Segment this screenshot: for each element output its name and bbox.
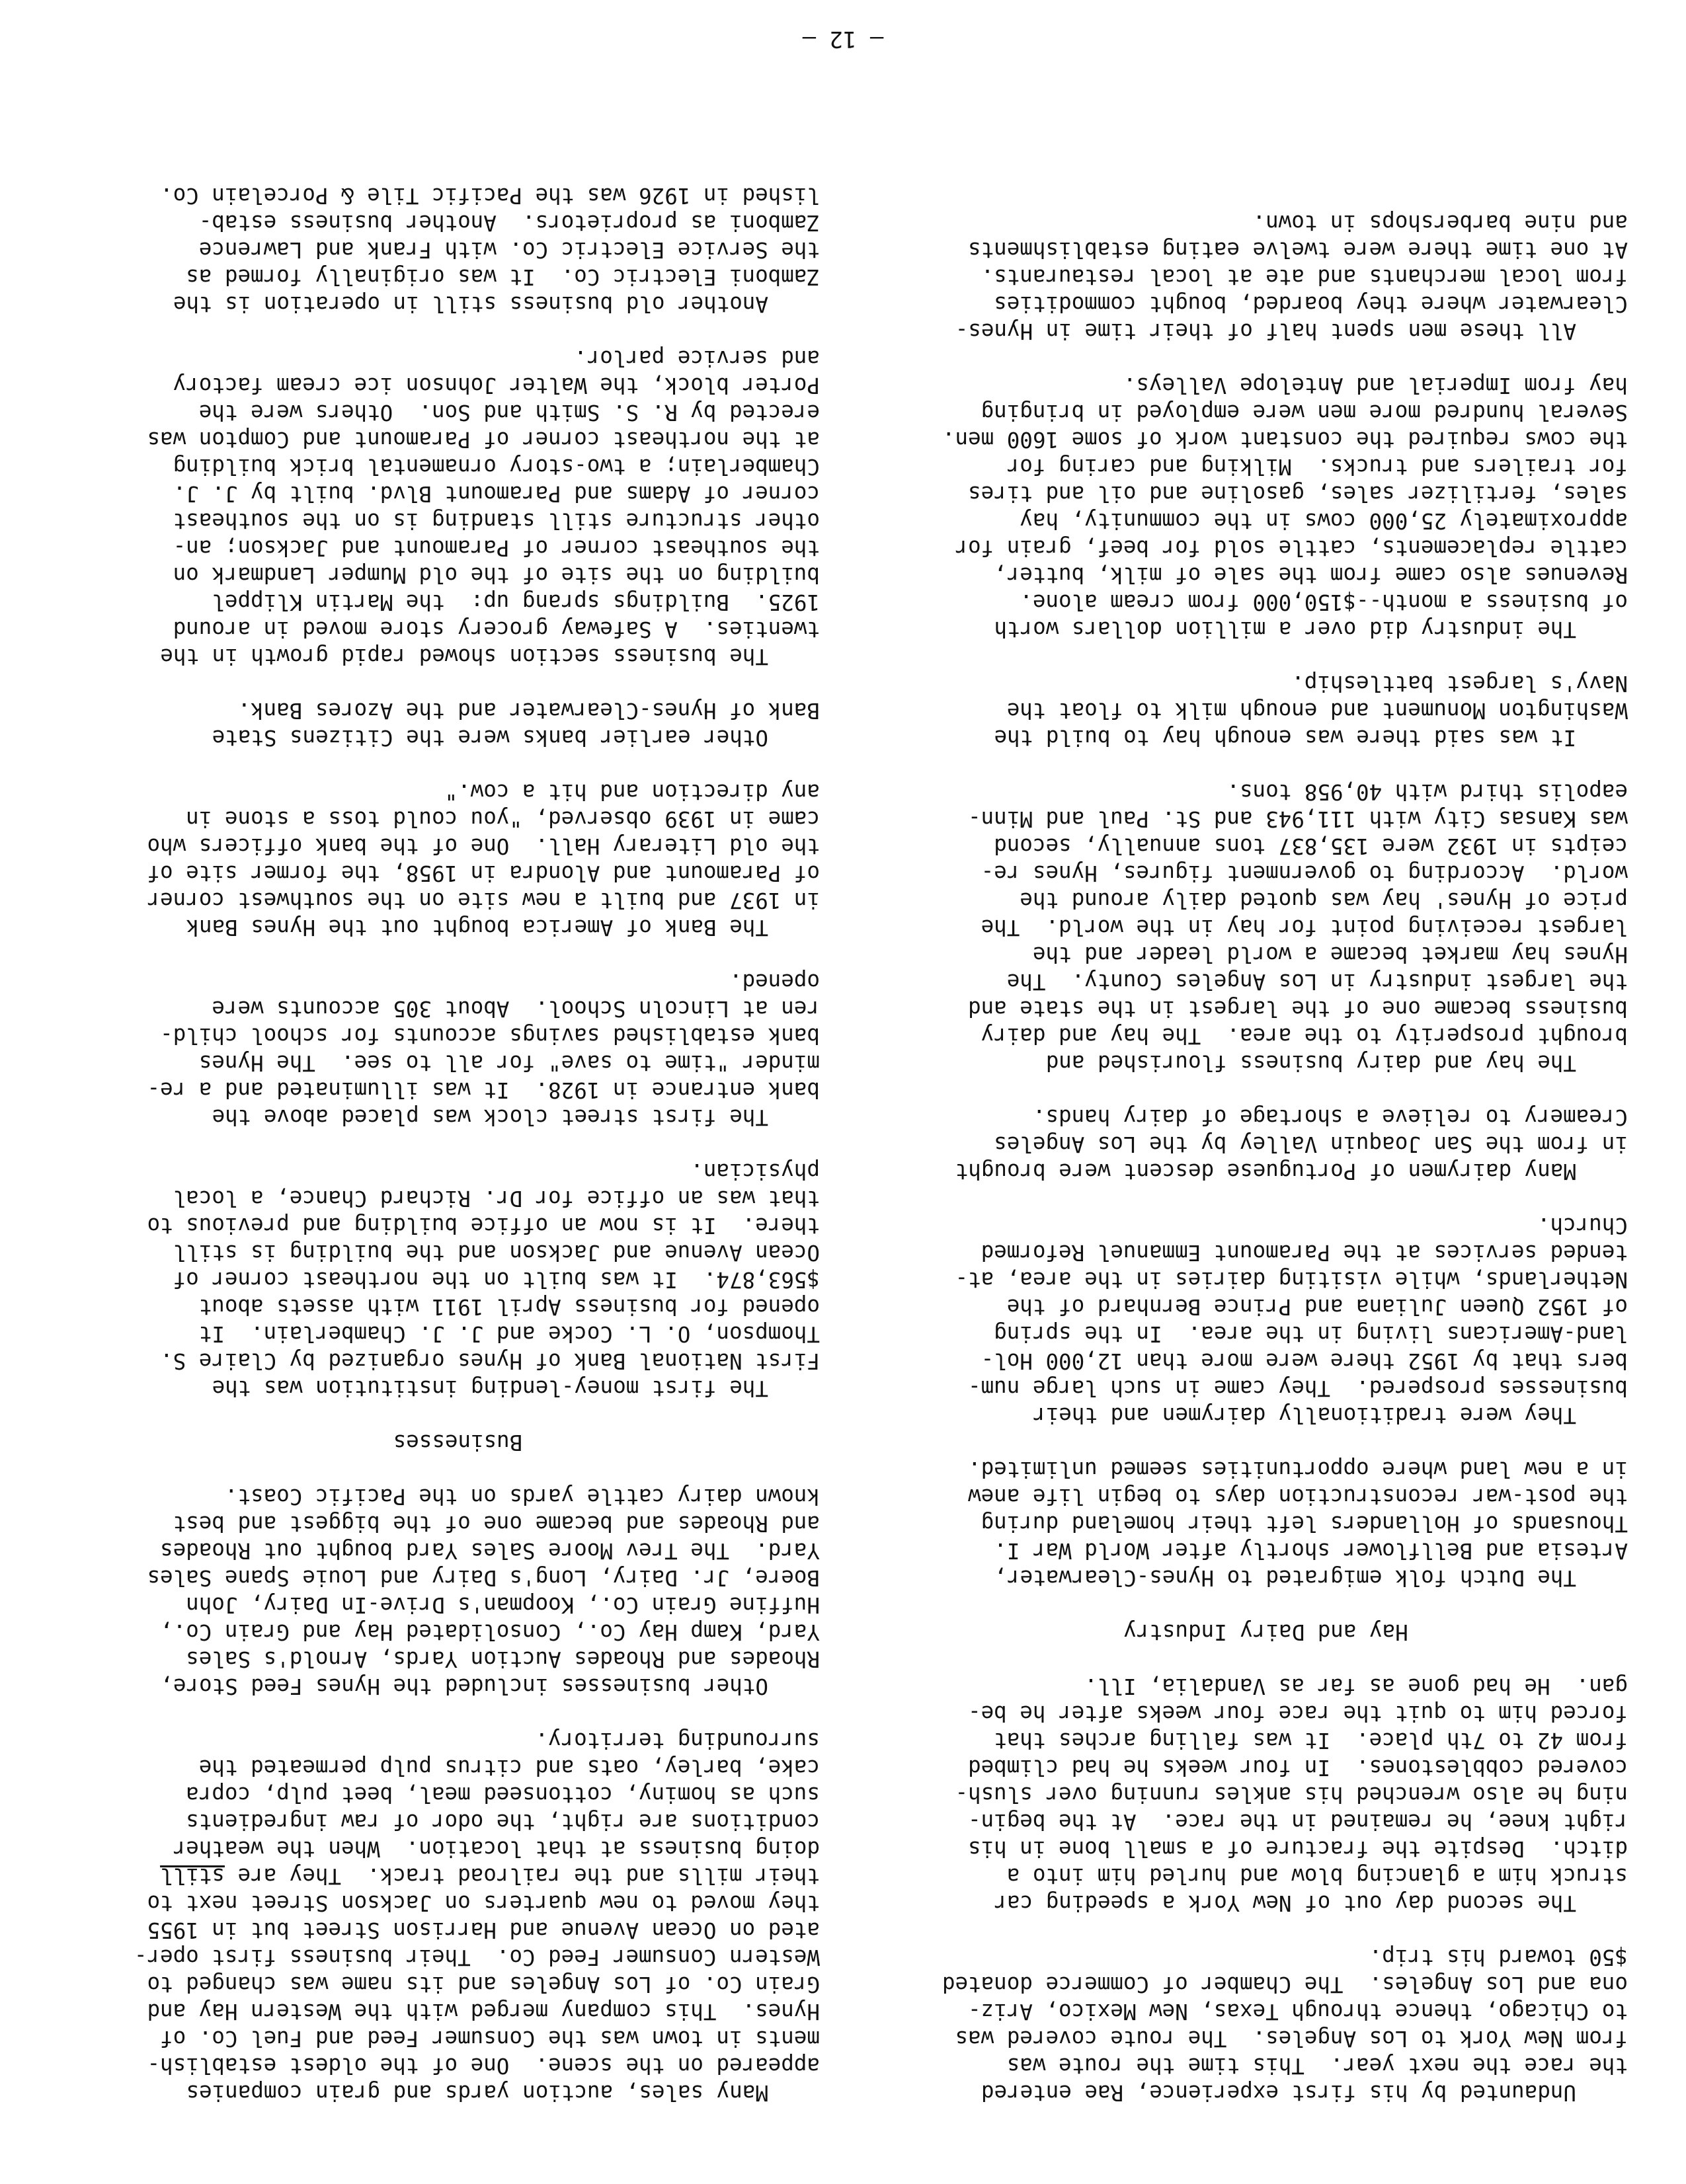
text-line: forced him to quit the race four weeks after he be- (968, 1701, 1628, 1726)
paragraph (904, 209, 1628, 344)
text-line: physician. (690, 1159, 820, 1184)
text-line: cattle replacements, cattle sold for beef, grain for (955, 535, 1628, 561)
text-line: erected by R. S. Smith and Son. Others were the (198, 400, 820, 425)
text-line: business became one of the largest in the state and (968, 996, 1628, 1021)
text-line: of Paramount and Alondra in 1958, the former site of (147, 861, 820, 886)
text-line: such as hominy, cottonseed meal, beet pulp, copra (186, 1782, 820, 1807)
right-column (96, 155, 820, 2106)
text-line: to Chicago, thence through Texas, New Mexico, Ariz- (968, 1999, 1628, 2024)
text-line: hay from Imperial and Antelope Valleys. (1123, 373, 1628, 398)
text-line: world. According to government figures, Hynes re- (981, 861, 1628, 886)
text-line: corner of Adams and Paramount Blvd. built by J. J. (173, 481, 820, 506)
text-line: Porter block, the Walter Johnson ice cream factory (173, 373, 820, 398)
text-line: Other earlier banks were the Citizens State (212, 725, 768, 750)
text-line: ceipts in 1932 were 135,837 tons annually, second (994, 834, 1628, 859)
text-line: covered cobblestones. In four weeks he had climbed (968, 1755, 1628, 1780)
right-paragraph-group (96, 182, 820, 1401)
text-line: sales, fertilizer sales, gasoline and oil and tires (968, 481, 1628, 506)
text-line: Huffine Grain Co., Koopman's Drive-In Dairy, John (186, 1592, 820, 1618)
text-line: Western Consumer Feed Co. Their business first oper- (134, 1945, 820, 1970)
text-line: Zamboni as proprietors. Another business estab- (198, 210, 820, 235)
text-line: Artesia and Bellflower shortly after World War I. (994, 1538, 1628, 1563)
underlined-word: still (160, 1863, 225, 1889)
text-line: cake, barley, oats and citrus pulp permeated the (198, 1755, 820, 1780)
text-line: the Service Electric Co. with Frank and Lawrence (198, 237, 820, 262)
text-line: businesses prospered. They came in such large num- (968, 1376, 1628, 1401)
text-line: opened. (729, 969, 820, 994)
text-line: the largest industry in Los Angeles County. The (1006, 969, 1628, 994)
left-paragraph-group (904, 1672, 1628, 2106)
text-line: Yard. The Trev Moore Sales Yard bought out Rhoades (160, 1538, 820, 1563)
text-line: brought prosperity to the area. The hay and dairy (981, 1023, 1628, 1048)
text-line: any direction and hit a cow." (444, 779, 820, 804)
text-line: the cows required the constant work of some 1600 men. (942, 427, 1628, 452)
text-line: bank established savings accounts for school child- (160, 1023, 820, 1048)
text-line: of 1952 Queen Juliana and Prince Bernhard of the (1006, 1294, 1628, 1319)
text-line: and Rhoades and became one of the biggest and best (173, 1511, 820, 1536)
text-line: Church. (1537, 1213, 1628, 1238)
text-line: Bank of Hynes-Clearwater and the Azores Bank. (237, 698, 820, 723)
text-line: Undaunted by his first experience, Rae entered (981, 2080, 1576, 2105)
text-line: there. It is now an office building and previous to (147, 1213, 820, 1238)
text-line: the post-war reconstruction days to begin life anew (968, 1484, 1628, 1509)
text-line: bank entrance in 1928. It was illuminated and a re- (147, 1077, 820, 1103)
text-line: the southeast corner of Paramount and Jackson; an- (173, 535, 820, 561)
text-line: Netherlands, while visiting dairies in the area, at- (955, 1267, 1628, 1292)
text-line: Clearwater where they boarded, bought commodities (994, 292, 1628, 317)
text-line: building on the site of the old Mumper Landmark on (173, 563, 820, 588)
text-line: Many sales, auction yards and grain companies (186, 2080, 768, 2105)
text-line: The industry did over a million dollars worth (994, 617, 1576, 642)
text-line: minder "time to save" for all to see. The Hynes (198, 1050, 820, 1075)
text-line: Several hundred more men were employed in bringing (981, 400, 1628, 425)
text-line: All these men spent half of their time in Hynes- (955, 319, 1576, 344)
text-line: Other businesses included the Hynes Feed Store, (160, 1674, 768, 1699)
text-line: Boere, Jr. Dairy, Long's Dairy and Louie Spane Sales (147, 1565, 820, 1590)
text-line: ated on Ocean Avenue and Harrison Street but in 1955 (147, 1918, 820, 1943)
text-line: tended services at the Paramount Emmanuel Reformed (981, 1240, 1628, 1265)
paragraph (904, 1672, 1628, 1916)
text-line: The first street clock was placed above the (212, 1105, 768, 1130)
paragraph (904, 1943, 1628, 2106)
text-line: 1925. Buildings sprang up: the Martin Klippel (212, 590, 820, 615)
text-line: The business section showed rapid growth in the (160, 644, 768, 669)
text-line: They were traditionally dairymen and their (1033, 1403, 1576, 1428)
text-line: of business a month--$150,000 from cream alone. (1020, 590, 1628, 615)
text-line: the race the next year. This time the route was (1006, 2053, 1628, 2078)
text-line: in from the San Joaquin Valley by the Los Angeles (994, 1132, 1628, 1157)
text-line: The Bank of America bought out the Hynes Bank (186, 915, 768, 940)
text-line: $563,874. It was built on the northeast corner of (173, 1267, 820, 1292)
text-line: the old Literary Hall. One of the bank officers who (147, 834, 820, 859)
right-paragraph-group (96, 1483, 820, 2106)
paragraph (96, 968, 820, 1130)
text-line: came in 1939 observed, "you could toss a stone in (186, 806, 820, 832)
paragraph (96, 182, 820, 317)
text-line: ments in town was the Consumer Feed and Fuel Co. of (160, 2026, 820, 2051)
text-line: doing business at that location. When the weather (173, 1836, 820, 1861)
text-line: The second day out of New York a speeding car (994, 1891, 1576, 1916)
text-line: surrounding territory. (535, 1728, 820, 1753)
text-line: Rhoades and Rhoades Auction Yards, Arnold's Sales (186, 1647, 820, 1672)
text-line: gan. He had gone as far as Vandalia, Ill. (1084, 1674, 1628, 1699)
paragraph (96, 697, 820, 751)
paragraph (904, 1456, 1628, 1591)
text-line: Thousands of Hollanders left their homeland during (981, 1511, 1628, 1536)
text-line: in 1937 and built a new site on the southwest corner (147, 888, 820, 913)
text-line: Chamberlain; a two-story ornamental brick building (173, 454, 820, 479)
text-line: Another old business still in operation is the (173, 292, 768, 317)
text-line: approximately 25,000 cows in the community, hay (1020, 508, 1628, 533)
section-heading-hay-and-dairy: Hay and Dairy Industry (1123, 1619, 1408, 1645)
text-line: Revenues also came from the sale of milk, butter, (994, 563, 1628, 588)
text-line: Zamboni Electric Co. It was originally formed as (186, 264, 820, 290)
text-line: Ocean Avenue and Jackson and the building is still (173, 1240, 820, 1265)
text-line: conditions are right, the odor of raw ingredients (186, 1809, 820, 1834)
text-line: First National Bank of Hynes organized by Claire S. (160, 1348, 820, 1374)
section-heading-businesses: Businesses (393, 1430, 523, 1455)
text-line: from New York to Los Angeles. The route covered was (955, 2026, 1628, 2051)
text-line: ren at Lincoln School. About 305 accounts were (212, 996, 820, 1021)
text-line: that was an office for Dr. Richard Chance, a local (173, 1186, 820, 1211)
text-line: twenties. A Safeway grocery store moved in around (173, 617, 820, 642)
paragraph (96, 1483, 820, 1699)
text-line: known dairy cattle yards on the Pacific Coast. (224, 1484, 820, 1509)
text-line: appeared on the scene. One of the oldest establish- (147, 2053, 820, 2078)
text-line: their mills and the railroad track. They are still (160, 1863, 820, 1889)
text-line: other structure still standing is on the southeast (173, 508, 820, 533)
paragraph (96, 1727, 820, 2106)
text-line: they moved to new quarters on Jackson Street next to (147, 1891, 820, 1916)
text-line: Thompson, O. L. Cocke and J. J. Chamberlain. It (198, 1321, 820, 1346)
text-line: Creamery to relieve a shortage of dairy hands. (1032, 1105, 1628, 1130)
text-line: Hynes. This company merged with the Western Hay and (147, 1999, 820, 2024)
paragraph (904, 1212, 1628, 1428)
text-line: The Dutch folk emigrated to Hynes-Clearwater, (994, 1565, 1576, 1590)
text-line: Navy's largest battleship. (1291, 671, 1628, 696)
text-line: Grain Co. of Los Angeles and its name was changed to (147, 1972, 820, 1997)
text-line: lished in 1926 was the Pacific Tile & Porcelain Co. (160, 183, 820, 208)
paragraph (904, 670, 1628, 751)
text-line: in a new land where opportunities seemed unlimited. (968, 1457, 1628, 1482)
paragraph (904, 1103, 1628, 1185)
paragraph (96, 1157, 820, 1401)
text-line: ona and Los Angeles. The Chamber of Commerce donated (942, 1972, 1628, 1997)
text-line: right knee, he remained in the race. At the begin- (968, 1809, 1628, 1834)
text-line: struck him a glancing blow and hurled him into a (1006, 1863, 1628, 1889)
text-line: was Kansas City with 111,943 and St. Paul and Minn- (968, 806, 1628, 832)
text-line: from 42 to 7th place. It was falling arches that (994, 1728, 1628, 1753)
text-line: for trailers and trucks. Milking and caring for (1006, 454, 1628, 479)
text-line: Hynes hay market became a world leader and the (1032, 942, 1628, 967)
left-column (904, 182, 1628, 2106)
page-number: — 12 — (802, 26, 884, 52)
text-line: ning he also wrenched his ankles running over slush- (955, 1782, 1628, 1807)
text-line: land-Americans living in the area. In the spring (994, 1321, 1628, 1346)
text-line: The hay and dairy business flourished and (1045, 1050, 1576, 1075)
text-line: Yard, Kamp Hay Co., Consolidated Hay and Grain Co., (160, 1619, 820, 1645)
text-line: from local merchants and ate at local restaurants. (981, 264, 1628, 290)
text-line: price of Hynes' hay was quoted daily around the (1020, 888, 1628, 913)
text-line: largest receiving point for hay in the world. The (981, 915, 1628, 940)
paragraph (96, 778, 820, 941)
text-line: at the northeast corner of Paramount and Compton was (147, 427, 820, 452)
left-paragraph-group (904, 209, 1628, 1591)
text-line: $50 toward his trip. (1369, 1945, 1628, 1970)
paragraph (904, 778, 1628, 1076)
text-line: It was said there was enough hay to build the (994, 725, 1576, 750)
paragraph (904, 371, 1628, 643)
text-line: and nine barbershops in town. (1252, 210, 1628, 235)
text-line: Many dairymen of Portuguese descent were brought (955, 1159, 1576, 1184)
text-line: The first money-lending institution was the (212, 1376, 768, 1401)
text-line: and service parlor. (574, 346, 820, 371)
paragraph (96, 344, 820, 670)
text-line: ditch. Despite the fracture of a small bone in his (968, 1836, 1628, 1861)
text-line: At one time there were twelve eating establishments (968, 237, 1628, 262)
text-line: Washington Monument and enough milk to float the (1006, 698, 1628, 723)
text-line: eapolis third with 40,958 tons. (1226, 779, 1628, 804)
text-line: bers that by 1952 there were more than 12,000 Hol- (981, 1348, 1628, 1374)
text-line: opened for business April 1911 with assets about (198, 1294, 820, 1319)
